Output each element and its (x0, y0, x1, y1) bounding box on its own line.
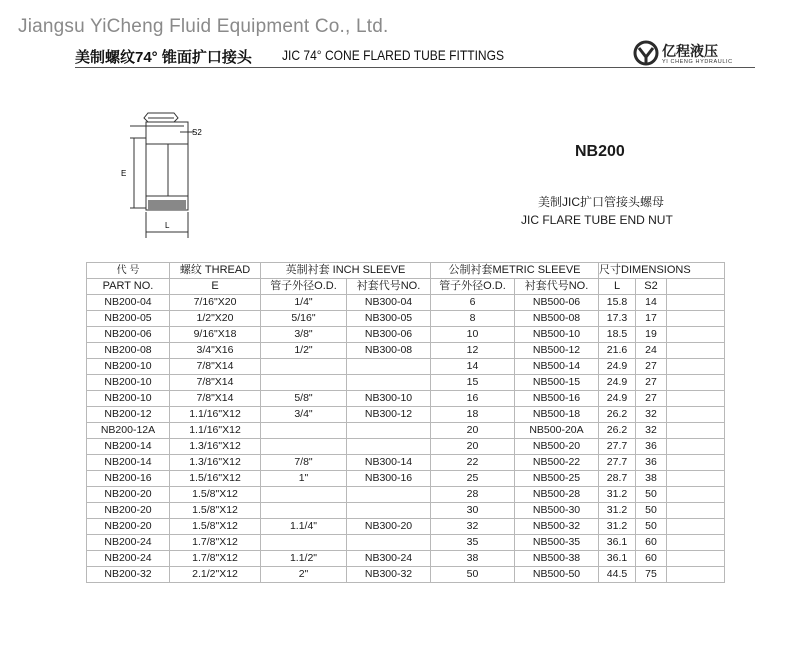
cell-blank (667, 423, 725, 439)
table-row (87, 567, 725, 583)
cell-blank (667, 551, 725, 567)
cell-inch-sleeve-no: NB300-05 (347, 311, 431, 327)
cell-part-no: NB200-05 (87, 311, 170, 327)
cell-part-no: NB200-32 (87, 567, 170, 583)
cell-dim-l: 31.2 (599, 487, 636, 503)
header-e: E (170, 279, 261, 295)
cell-metric-sleeve-no: NB500-30 (515, 503, 599, 519)
cell-metric-od: 35 (431, 535, 515, 551)
cell-part-no: NB200-08 (87, 343, 170, 359)
cell-dim-l: 44.5 (599, 567, 636, 583)
cell-inch-od: 5/16" (261, 311, 347, 327)
table-header-row-1 (87, 263, 725, 279)
cell-thread: 1.1/16"X12 (170, 407, 261, 423)
header-blank (667, 279, 725, 295)
cell-metric-sleeve-no: NB500-12 (515, 343, 599, 359)
cell-part-no: NB200-24 (87, 551, 170, 567)
table-row (87, 455, 725, 471)
cell-metric-od: 32 (431, 519, 515, 535)
cell-dim-s2: 24 (636, 343, 667, 359)
cell-inch-od: 3/4" (261, 407, 347, 423)
dimensions-table (86, 262, 725, 583)
cell-dim-s2: 32 (636, 407, 667, 423)
cell-metric-od: 25 (431, 471, 515, 487)
cell-inch-od (261, 487, 347, 503)
cell-inch-sleeve-no: NB300-04 (347, 295, 431, 311)
cell-blank (667, 359, 725, 375)
cell-thread: 2.1/2"X12 (170, 567, 261, 583)
cell-dim-l: 26.2 (599, 423, 636, 439)
header-code: 代 号 (87, 263, 170, 279)
cell-metric-od: 20 (431, 439, 515, 455)
cell-metric-od: 8 (431, 311, 515, 327)
cell-thread: 1/2"X20 (170, 311, 261, 327)
cell-dim-s2: 27 (636, 359, 667, 375)
cell-part-no: NB200-20 (87, 519, 170, 535)
table-row (87, 519, 725, 535)
cell-metric-od: 12 (431, 343, 515, 359)
cell-metric-od: 14 (431, 359, 515, 375)
cell-metric-sleeve-no: NB500-06 (515, 295, 599, 311)
part-description-cn: 美制JIC扩口管接头螺母 (538, 195, 665, 209)
cell-dim-s2: 36 (636, 455, 667, 471)
cell-part-no: NB200-10 (87, 391, 170, 407)
cell-thread: 1.3/16"X12 (170, 455, 261, 471)
cell-blank (667, 311, 725, 327)
table-row (87, 407, 725, 423)
cell-dim-l: 17.3 (599, 311, 636, 327)
table-row (87, 311, 725, 327)
cell-inch-sleeve-no (347, 359, 431, 375)
table-row (87, 391, 725, 407)
cell-thread: 9/16"X18 (170, 327, 261, 343)
cell-dim-l: 21.6 (599, 343, 636, 359)
table-row (87, 439, 725, 455)
logo-text: 亿程液压 (662, 43, 718, 59)
cell-metric-sleeve-no: NB500-28 (515, 487, 599, 503)
table-row (87, 295, 725, 311)
cell-thread: 1.5/8"X12 (170, 519, 261, 535)
label-l: L (165, 221, 170, 230)
cell-metric-sleeve-no: NB500-20A (515, 423, 599, 439)
cell-dim-s2: 14 (636, 295, 667, 311)
cell-metric-od: 10 (431, 327, 515, 343)
cell-part-no: NB200-20 (87, 487, 170, 503)
cell-thread: 1.5/8"X12 (170, 503, 261, 519)
table-header-row-2 (87, 279, 725, 295)
cell-thread: 1.3/16"X12 (170, 439, 261, 455)
cell-dim-s2: 60 (636, 535, 667, 551)
cell-blank (667, 471, 725, 487)
header-divider (75, 67, 755, 68)
cell-metric-sleeve-no: NB500-32 (515, 519, 599, 535)
cell-inch-sleeve-no: NB300-06 (347, 327, 431, 343)
cell-thread: 7/16"X20 (170, 295, 261, 311)
cell-dim-s2: 32 (636, 423, 667, 439)
table-row (87, 535, 725, 551)
table-row (87, 375, 725, 391)
header-metric-od: 管子外径O.D. (431, 279, 515, 295)
cell-inch-od: 3/8" (261, 327, 347, 343)
cell-dim-l: 36.1 (599, 535, 636, 551)
cell-thread: 1.5/16"X12 (170, 471, 261, 487)
cell-blank (667, 295, 725, 311)
cell-dim-s2: 50 (636, 487, 667, 503)
cell-blank (667, 375, 725, 391)
header-part-no: PART NO. (87, 279, 170, 295)
table-row (87, 423, 725, 439)
cell-thread: 1.7/8"X12 (170, 535, 261, 551)
label-e: E (121, 169, 127, 178)
cell-inch-od: 1.1/2" (261, 551, 347, 567)
cell-part-no: NB200-14 (87, 455, 170, 471)
header-metric-no: 衬套代号NO. (515, 279, 599, 295)
cell-part-no: NB200-10 (87, 359, 170, 375)
cell-part-no: NB200-16 (87, 471, 170, 487)
cell-blank (667, 343, 725, 359)
cell-blank (667, 519, 725, 535)
cell-inch-od (261, 359, 347, 375)
logo-subtitle: YI CHENG HYDRAULIC (662, 59, 733, 65)
table-row (87, 359, 725, 375)
header-thread: 螺纹 THREAD (170, 263, 261, 279)
cell-dim-l: 31.2 (599, 503, 636, 519)
cell-metric-od: 22 (431, 455, 515, 471)
cell-metric-od: 28 (431, 487, 515, 503)
cell-dim-s2: 50 (636, 519, 667, 535)
part-description-en: JIC FLARE TUBE END NUT (521, 213, 673, 227)
cell-inch-od: 1.1/4" (261, 519, 347, 535)
cell-blank (667, 391, 725, 407)
cell-inch-od: 1" (261, 471, 347, 487)
cell-part-no: NB200-12A (87, 423, 170, 439)
company-name: Jiangsu YiCheng Fluid Equipment Co., Ltd. (18, 16, 389, 37)
cell-inch-od: 7/8" (261, 455, 347, 471)
table-row (87, 551, 725, 567)
header-inch-sleeve: 英制衬套 INCH SLEEVE (261, 263, 431, 279)
cell-dim-s2: 60 (636, 551, 667, 567)
cell-dim-l: 24.9 (599, 375, 636, 391)
cell-metric-sleeve-no: NB500-22 (515, 455, 599, 471)
nut-drawing (108, 108, 208, 243)
cell-dim-l: 26.2 (599, 407, 636, 423)
cell-inch-od: 1/2" (261, 343, 347, 359)
cell-dim-l: 24.9 (599, 391, 636, 407)
cell-metric-od: 18 (431, 407, 515, 423)
cell-metric-od: 50 (431, 567, 515, 583)
cell-metric-sleeve-no: NB500-50 (515, 567, 599, 583)
cell-inch-sleeve-no (347, 423, 431, 439)
cell-inch-sleeve-no: NB300-32 (347, 567, 431, 583)
label-s2: S2 (192, 128, 202, 137)
cell-inch-sleeve-no: NB300-14 (347, 455, 431, 471)
cell-metric-od: 6 (431, 295, 515, 311)
header-inch-od: 管子外径O.D. (261, 279, 347, 295)
cell-inch-sleeve-no: NB300-16 (347, 471, 431, 487)
cell-blank (667, 327, 725, 343)
cell-inch-sleeve-no: NB300-12 (347, 407, 431, 423)
table-row (87, 327, 725, 343)
catalog-title-en: JIC 74° CONE FLARED TUBE FITTINGS (282, 47, 505, 63)
table-row (87, 471, 725, 487)
cell-dim-s2: 38 (636, 471, 667, 487)
cell-inch-sleeve-no: NB300-10 (347, 391, 431, 407)
cell-blank (667, 567, 725, 583)
cell-inch-sleeve-no (347, 375, 431, 391)
header-l: L (599, 279, 636, 295)
cell-metric-od: 38 (431, 551, 515, 567)
header-metric-sleeve: 公制衬套METRIC SLEEVE (431, 263, 599, 279)
cell-blank (667, 439, 725, 455)
cell-inch-od: 5/8" (261, 391, 347, 407)
cell-metric-sleeve-no: NB500-25 (515, 471, 599, 487)
cell-inch-sleeve-no (347, 535, 431, 551)
table-row (87, 343, 725, 359)
cell-metric-sleeve-no: NB500-15 (515, 375, 599, 391)
cell-metric-od: 30 (431, 503, 515, 519)
cell-metric-sleeve-no: NB500-18 (515, 407, 599, 423)
cell-part-no: NB200-04 (87, 295, 170, 311)
cell-dim-l: 24.9 (599, 359, 636, 375)
cell-part-no: NB200-12 (87, 407, 170, 423)
cell-dim-s2: 75 (636, 567, 667, 583)
cell-dim-s2: 27 (636, 375, 667, 391)
cell-inch-sleeve-no: NB300-20 (347, 519, 431, 535)
header-s2: S2 (636, 279, 667, 295)
cell-dim-l: 27.7 (599, 439, 636, 455)
cell-thread: 7/8"X14 (170, 375, 261, 391)
cell-inch-od (261, 423, 347, 439)
cell-part-no: NB200-20 (87, 503, 170, 519)
cell-thread: 7/8"X14 (170, 359, 261, 375)
cell-dim-l: 36.1 (599, 551, 636, 567)
cell-thread: 1.1/16"X12 (170, 423, 261, 439)
cell-inch-od: 2" (261, 567, 347, 583)
cell-thread: 7/8"X14 (170, 391, 261, 407)
part-code: NB200 (575, 143, 625, 160)
cell-part-no: NB200-14 (87, 439, 170, 455)
cell-blank (667, 455, 725, 471)
cell-inch-od (261, 535, 347, 551)
header-inch-no: 衬套代号NO. (347, 279, 431, 295)
cell-metric-od: 16 (431, 391, 515, 407)
cell-inch-od (261, 375, 347, 391)
cell-dim-s2: 36 (636, 439, 667, 455)
table-row (87, 503, 725, 519)
cell-blank (667, 487, 725, 503)
header-dimensions: 尺寸DIMENSIONS (599, 263, 725, 279)
cell-inch-sleeve-no: NB300-24 (347, 551, 431, 567)
cell-dim-s2: 27 (636, 391, 667, 407)
cell-dim-l: 27.7 (599, 455, 636, 471)
cell-dim-l: 28.7 (599, 471, 636, 487)
cell-inch-sleeve-no (347, 503, 431, 519)
cell-metric-sleeve-no: NB500-20 (515, 439, 599, 455)
cell-dim-l: 31.2 (599, 519, 636, 535)
cell-inch-sleeve-no (347, 487, 431, 503)
cell-blank (667, 503, 725, 519)
cell-metric-sleeve-no: NB500-08 (515, 311, 599, 327)
cell-thread: 1.7/8"X12 (170, 551, 261, 567)
catalog-title-cn: 美制螺纹74° 锥面扩口接头 (75, 49, 252, 66)
cell-metric-sleeve-no: NB500-35 (515, 535, 599, 551)
table-row (87, 487, 725, 503)
cell-metric-od: 20 (431, 423, 515, 439)
cell-part-no: NB200-06 (87, 327, 170, 343)
cell-part-no: NB200-10 (87, 375, 170, 391)
cell-metric-sleeve-no: NB500-10 (515, 327, 599, 343)
cell-dim-l: 15.8 (599, 295, 636, 311)
cell-inch-sleeve-no (347, 439, 431, 455)
cell-dim-s2: 50 (636, 503, 667, 519)
cell-blank (667, 535, 725, 551)
cell-metric-sleeve-no: NB500-16 (515, 391, 599, 407)
cell-dim-s2: 19 (636, 327, 667, 343)
cell-inch-od (261, 439, 347, 455)
cell-metric-od: 15 (431, 375, 515, 391)
cell-metric-sleeve-no: NB500-14 (515, 359, 599, 375)
cell-dim-l: 18.5 (599, 327, 636, 343)
cell-thread: 1.5/8"X12 (170, 487, 261, 503)
cell-dim-s2: 17 (636, 311, 667, 327)
cell-inch-sleeve-no: NB300-08 (347, 343, 431, 359)
cell-thread: 3/4"X16 (170, 343, 261, 359)
cell-blank (667, 407, 725, 423)
cell-metric-sleeve-no: NB500-38 (515, 551, 599, 567)
cell-part-no: NB200-24 (87, 535, 170, 551)
cell-inch-od (261, 503, 347, 519)
cell-inch-od: 1/4" (261, 295, 347, 311)
